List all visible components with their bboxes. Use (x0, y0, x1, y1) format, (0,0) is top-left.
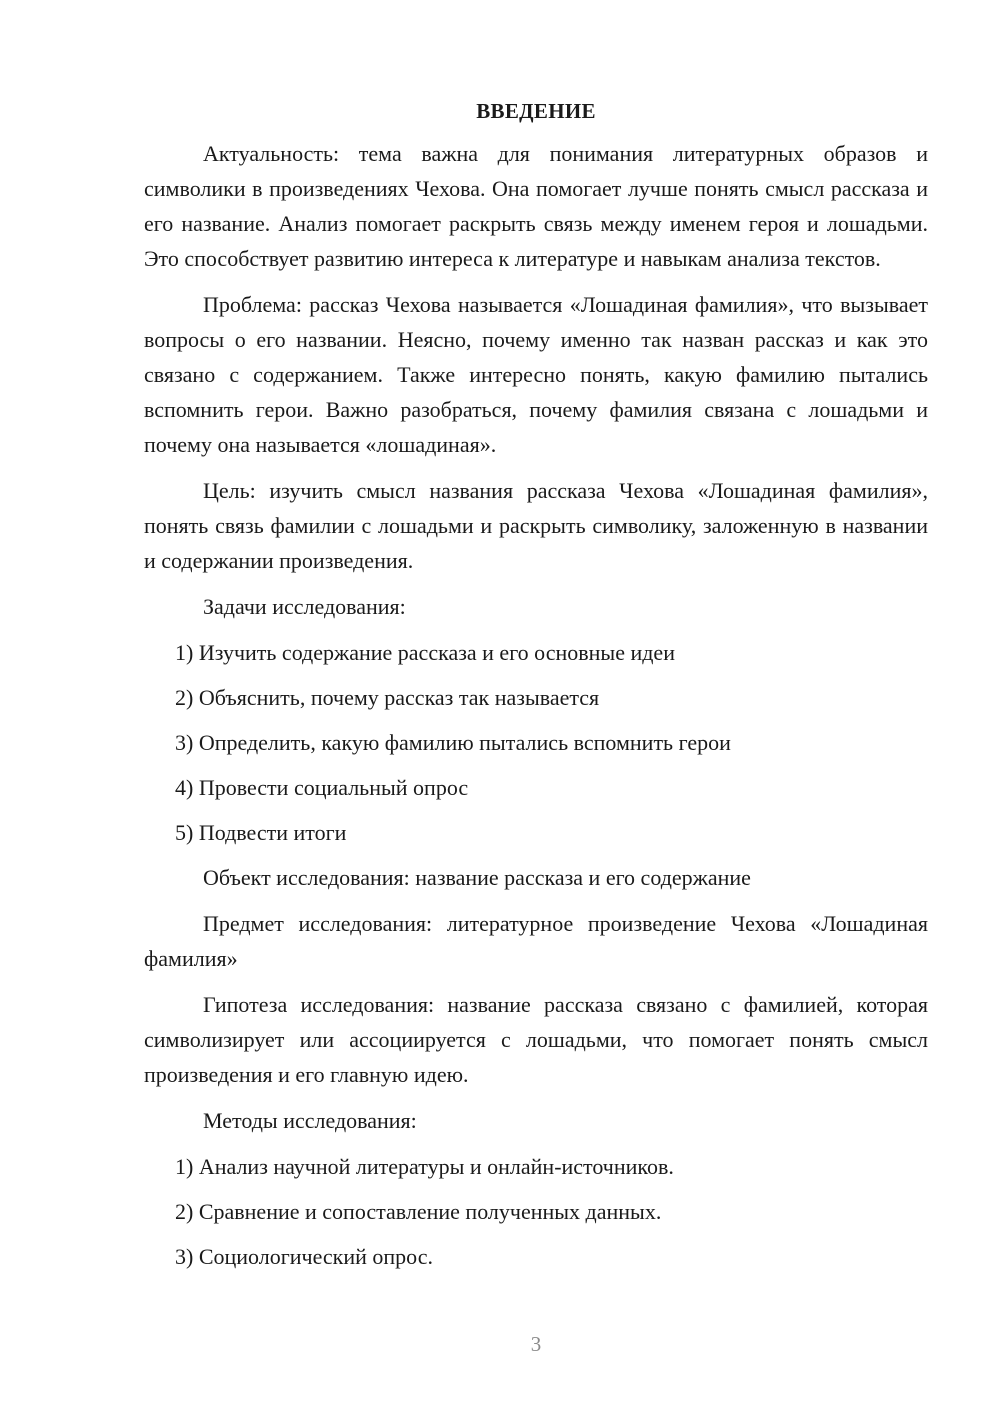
list-item: 3) Определить, какую фамилию пытались вспомнить герои (175, 730, 731, 755)
document-page (144, 96, 928, 1284)
page-number: 3 (530, 1332, 542, 1356)
relevance-paragraph: Актуальность: тема важна для понимания литературных образов и символики в произведениях Чехова. Она помогает лучше понять смысл рассказа и его название. Анализ помогает раскрыть связь между именем героя и лошадьми. Это способствует развитию интереса к литературе и навыкам анализа текстов. (144, 141, 928, 271)
tasks-list (144, 635, 928, 850)
tasks-heading: Задачи исследования: (203, 594, 406, 619)
problem-paragraph: Проблема: рассказ Чехова называется «Лошадиная фамилия», что вызывает вопросы о его названии. Неясно, почему именно так назван рассказ и как это связано с содержанием. Также интересно понять, какую фамилию пытались вспомнить герои. Важно разобраться, почему фамилия связана с лошадьми и почему она называется «лошадиная». (144, 292, 928, 457)
methods-heading: Методы исследования: (203, 1108, 417, 1133)
list-item: 4) Провести социальный опрос (175, 775, 469, 800)
list-item: 3) Социологический опрос. (175, 1244, 433, 1269)
object-line: Объект исследования: название рассказа и его содержание (203, 865, 751, 890)
list-item: 2) Объяснить, почему рассказ так называется (175, 685, 600, 710)
list-item: 1) Анализ научной литературы и онлайн-источников. (175, 1154, 674, 1179)
goal-paragraph: Цель: изучить смысл названия рассказа Чехова «Лошадиная фамилия», понять связь фамилии с лошадьми и раскрыть символику, заложенную в названии и содержании произведения. (144, 478, 928, 573)
list-item: 2) Сравнение и сопоставление полученных данных. (175, 1199, 662, 1224)
subject-paragraph: Предмет исследования: литературное произведение Чехова «Лошадиная фамилия» (144, 911, 928, 971)
methods-list (144, 1149, 928, 1274)
section-heading: ВВЕДЕНИЕ (476, 99, 596, 123)
hypothesis-paragraph: Гипотеза исследования: название рассказа связано с фамилией, которая символизирует или ассоциируется с лошадьми, что помогает понять смысл произведения и его главную идею. (144, 992, 928, 1087)
list-item: 1) Изучить содержание рассказа и его основные идеи (175, 640, 675, 665)
list-item: 5) Подвести итоги (175, 820, 347, 845)
